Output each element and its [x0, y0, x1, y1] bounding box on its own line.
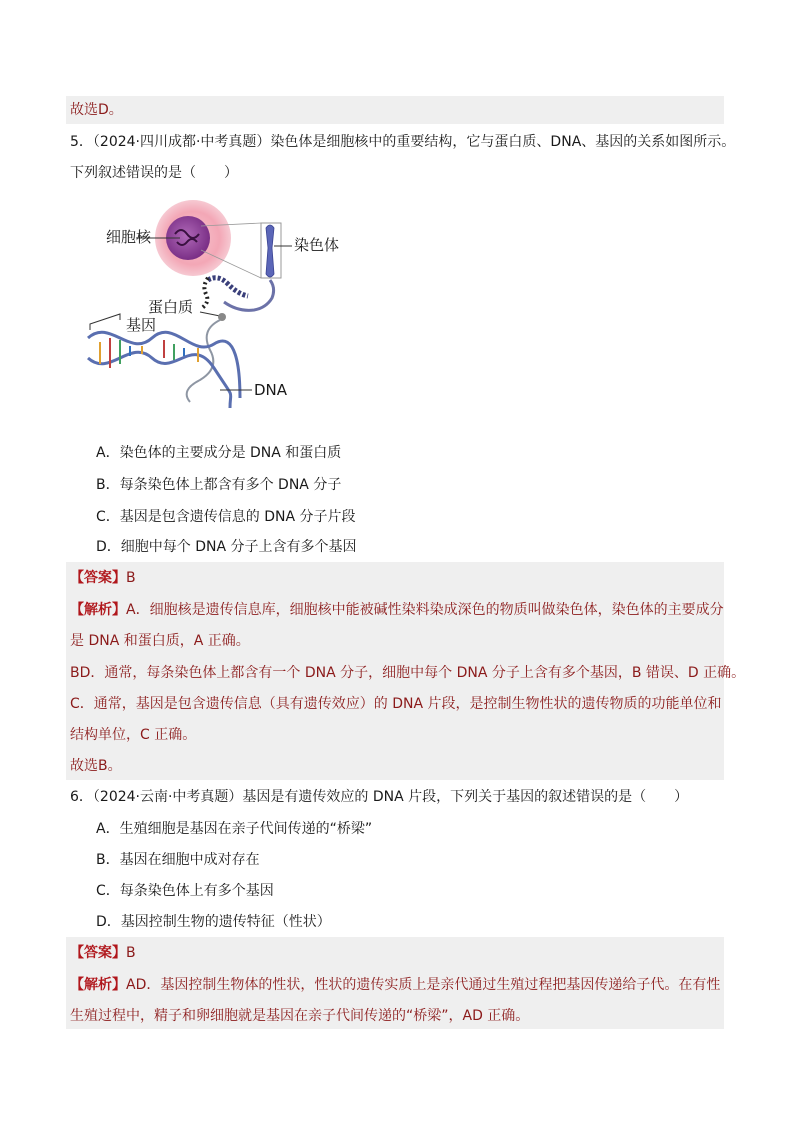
- q6-option-d: D．基因控制生物的遗传特征（性状）: [96, 914, 331, 930]
- q5-option-c: C．基因是包含遗传信息的 DNA 分子片段: [96, 509, 356, 525]
- label-protein: 蛋白质: [148, 298, 194, 316]
- label-nucleus: 细胞核: [106, 228, 152, 246]
- q5-analysis-l1: [70, 600, 724, 620]
- q5-answer-value: B: [126, 570, 136, 586]
- q5-analysis-text1: A．细胞核是遗传信息库，细胞核中能被碱性染料染成深色的物质叫做染色体，染色体的主要成分: [126, 602, 724, 618]
- q5-stem-line2: 下列叙述错误的是（ ）: [70, 165, 238, 181]
- q6-analysis-l1: [70, 975, 720, 995]
- q5-answer-tag: 【答案】: [70, 570, 126, 586]
- q5-option-d: D．细胞中每个 DNA 分子上含有多个基因: [96, 539, 357, 555]
- chromosome-dna-figure: [80, 198, 350, 420]
- q5-analysis-l5: 结构单位，C 正确。: [70, 727, 197, 743]
- q6-answer-value: B: [126, 945, 136, 961]
- q4-tail-block: [66, 96, 724, 124]
- q6-answer: [70, 943, 136, 963]
- q5-conclusion: 故选B。: [70, 758, 122, 774]
- q4-conclusion: 故选D。: [70, 102, 123, 118]
- q5-analysis-l4: C．通常，基因是包含遗传信息（具有遗传效应）的 DNA 片段，是控制生物性状的遗传物质的功能单位和: [70, 696, 722, 712]
- q5-analysis-tag: 【解析】: [70, 602, 126, 618]
- label-chromosome: 染色体: [294, 236, 340, 254]
- label-gene: 基因: [126, 316, 157, 334]
- q5-stem-line1: 5．（2024·四川成都·中考真题）染色体是细胞核中的重要结构，它与蛋白质、DNA、基因的关系如图所示。: [70, 134, 736, 150]
- q5-analysis-l3: BD．通常，每条染色体上都含有一个 DNA 分子，细胞中每个 DNA 分子上含有多个基因，B 错误、D 正确。: [70, 665, 746, 681]
- q6-option-a: A．生殖细胞是基因在亲子代间传递的“桥梁”: [96, 821, 373, 837]
- q5-option-b: B．每条染色体上都含有多个 DNA 分子: [96, 477, 342, 493]
- q5-option-a: A．染色体的主要成分是 DNA 和蛋白质: [96, 445, 342, 461]
- q5-answer: [70, 568, 136, 588]
- q6-analysis-text1: AD．基因控制生物体的性状，性状的遗传实质上是亲代通过生殖过程把基因传递给子代。在有性: [126, 977, 721, 993]
- q6-analysis-tag: 【解析】: [70, 977, 126, 993]
- q6-option-b: B．基因在细胞中成对存在: [96, 852, 260, 868]
- q5-analysis-l2: 是 DNA 和蛋白质，A 正确。: [70, 633, 250, 649]
- q6-answer-tag: 【答案】: [70, 945, 126, 961]
- q6-analysis-l2: 生殖过程中，精子和卵细胞就是基因在亲子代间传递的“桥梁”，AD 正确。: [70, 1008, 530, 1024]
- dna-helix-shape: [88, 332, 240, 408]
- q6-stem: 6．（2024·云南·中考真题）基因是有遗传效应的 DNA 片段，下列关于基因的叙述错误的是（ ）: [70, 789, 689, 805]
- label-dna: DNA: [254, 381, 288, 399]
- q6-option-c: C．每条染色体上有多个基因: [96, 883, 274, 899]
